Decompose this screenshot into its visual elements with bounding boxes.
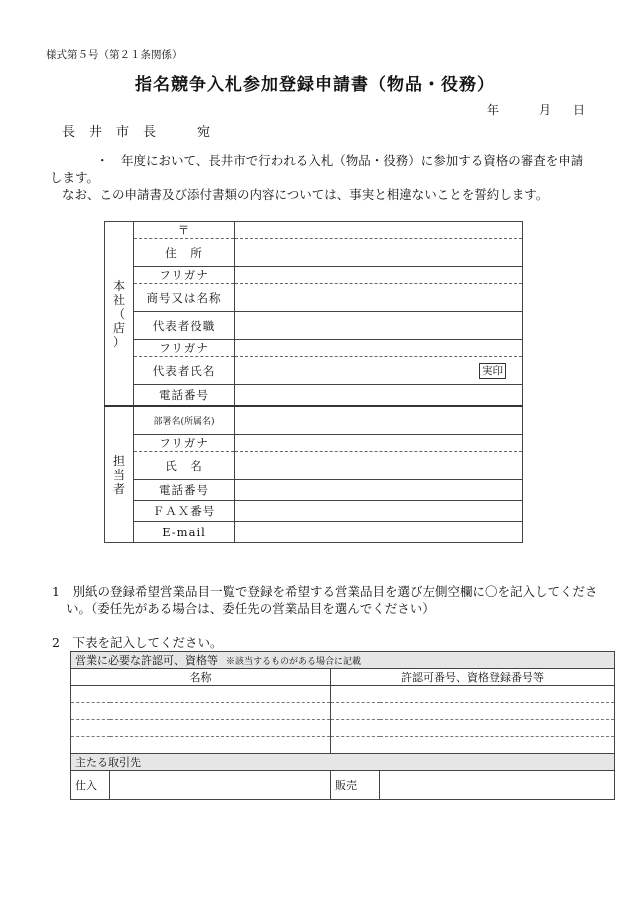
rep-title-label: 代表者役職 (134, 312, 235, 340)
license-name-cell[interactable] (71, 686, 331, 703)
license-number-cell[interactable] (331, 720, 615, 737)
rep-name-field[interactable] (235, 357, 523, 385)
suppliers-header: 主たる取引先 (71, 754, 615, 771)
sales-label: 販売 (331, 771, 380, 800)
dept-field[interactable] (235, 406, 523, 435)
address-label: 住 所 (134, 239, 235, 267)
intro-paragraph-2: なお、この申請書及び添付書類の内容については、事実と相違ないことを誓約します。 (62, 187, 549, 202)
purchase-field[interactable] (110, 771, 331, 800)
rep-furigana-field[interactable] (235, 340, 523, 357)
phone-field[interactable] (235, 385, 523, 407)
address-field[interactable] (235, 239, 523, 267)
postal-field[interactable] (235, 222, 523, 239)
date-day-label: 日 (573, 103, 586, 117)
contact-name-field[interactable] (235, 452, 523, 480)
addressee: 長井市長 宛 (62, 125, 225, 140)
postal-label: 〒 (134, 222, 235, 239)
company-name-label: 商号又は名称 (134, 284, 235, 312)
license-name-cell[interactable] (71, 737, 331, 754)
applicant-info-table (104, 221, 523, 543)
rep-name-label: 代表者氏名 (134, 357, 235, 385)
company-furigana-field[interactable] (235, 267, 523, 284)
license-col-name: 名称 (71, 669, 331, 686)
purchase-label: 仕入 (71, 771, 110, 800)
sales-field[interactable] (380, 771, 615, 800)
intro-text (50, 152, 590, 203)
license-table (70, 651, 615, 800)
rep-furigana-label: フリガナ (134, 340, 235, 357)
contact-name-label: 氏 名 (134, 452, 235, 480)
license-number-cell[interactable] (331, 686, 615, 703)
license-header: 営業に必要な許認可、資格等 ※該当するものがある場合に記載 (71, 652, 615, 669)
dept-label: 部署名(所属名) (134, 406, 235, 435)
company-name-field[interactable] (235, 284, 523, 312)
intro-paragraph-1: ・ 年度において、長井市で行われる入札（物品・役務）に参加する資格の審査を申請します。 (50, 153, 584, 185)
company-furigana-label: フリガナ (134, 267, 235, 284)
instruction-1: 1 別紙の登録希望営業品目一覧で登録を希望する営業品目を選び左側空欄に〇を記入してください。（委任先がある場合は、委任先の営業品目を選んでください） (52, 584, 598, 616)
contact-phone-label: 電話番号 (134, 480, 235, 501)
seal-box: 実印 (479, 363, 506, 379)
page-title: 指名競争入札参加登録申請書（物品・役務） (135, 75, 495, 95)
head-office-group-label: 本 社 （ 店 ） (105, 222, 134, 407)
fax-label: ＦＡＸ番号 (134, 501, 235, 522)
email-field[interactable] (235, 522, 523, 543)
form-number: 様式第５号（第２１条関係） (46, 49, 183, 61)
license-number-cell[interactable] (331, 737, 615, 754)
contact-group-label: 担 当 者 (105, 406, 134, 543)
rep-title-field[interactable] (235, 312, 523, 340)
license-number-cell[interactable] (331, 703, 615, 720)
instruction-2: 2 下表を記入してください。 (52, 635, 223, 650)
contact-phone-field[interactable] (235, 480, 523, 501)
contact-furigana-label: フリガナ (134, 435, 235, 452)
contact-furigana-field[interactable] (235, 435, 523, 452)
license-name-cell[interactable] (71, 720, 331, 737)
email-label: E-mail (134, 522, 235, 543)
license-note: ※該当するものがある場合に記載 (226, 657, 362, 667)
fax-field[interactable] (235, 501, 523, 522)
phone-label: 電話番号 (134, 385, 235, 407)
license-name-cell[interactable] (71, 703, 331, 720)
license-col-number: 許認可番号、資格登録番号等 (331, 669, 615, 686)
date-month-label: 月 (539, 103, 552, 117)
date-year-label: 年 (487, 103, 500, 117)
